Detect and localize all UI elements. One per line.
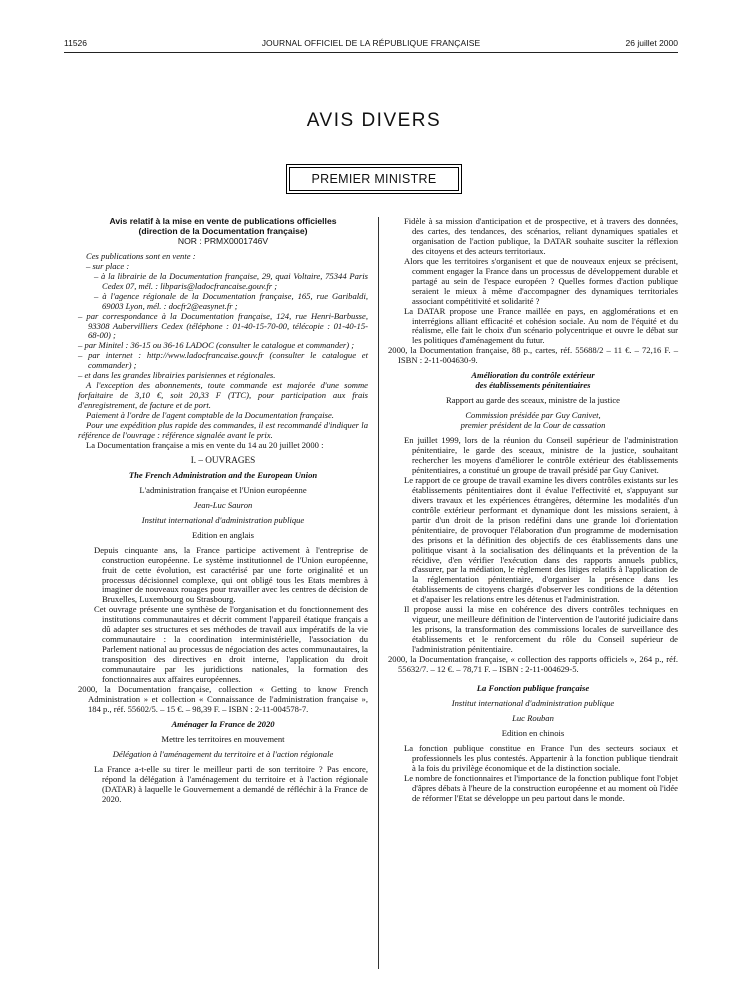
paragraph: La DATAR propose une France maillée en pays, en agglomérations et en interrégions alliant efficacité et cohésion sociale. Au nom de l'équité et du réalisme, elle fait le choix d'un scénario polycentrique et ouvre le débat sur les politiques d'aménagement du futur. xyxy=(404,305,678,346)
paragraph: Le rapport de ce groupe de travail examine les divers contrôles existants sur les établissements pénitentiaires dont il évalue l'effectivité et, s'appuyant sur divers travaux et les expériences étrangères, détermine les modalités d'un contrôle extérieur performant et dynamique dont les missions seraient, à partir d'un droit de la prison redéfini dans une grande loi d'orientation pénitentiaire, de provoquer l'élaboration d'un programme de modernisation des prisons et la définition des objectifs de ces établissements dans une politique visant à la socialisation des délinquants et la prévention de la récidive, d'en vérifier l'exécution dans des rapports annuels publics, d'assurer, par la médiation, le règlement des litiges relatifs à l'application de la réglementation pénitentiaire, d'organiser la présence dans les établissements de citoyens chargés d'observer les conditions de la détention et d'apaiser les relations entre les détenus et l'administration. xyxy=(404,474,678,605)
commission-chair: Commission présidée par Guy Canivet, xyxy=(465,410,601,421)
publication-reference: 2000, la Documentation française, collection « Getting to know French Administration » et collection « Connaissance de l'administration française », 184 p., réf. 55602/5. – 15 €. – 98,39 F. – ISBN : 2-11-004578-7. xyxy=(78,683,368,714)
paragraph: En juillet 1999, lors de la réunion du Conseil supérieur de l'administration pénitentiaire, le garde des sceaux, ministre de la justice, souhaitant rechercher les moyens d'améliorer le contrôle extérieur des établissements pénitentiaires, a constitué un groupe de travail présidé par Guy Canivet. xyxy=(404,435,678,475)
publication-subtitle: L'administration française et l'Union européenne xyxy=(139,484,307,495)
list-item: – à la librairie de la Documentation française, 29, quai Voltaire, 75344 Paris Cedex 07, mél. : libparis@ladocfrancaise.gouv.fr ; xyxy=(94,270,368,291)
paragraph: Alors que les territoires s'organisent et que de nouveaux enjeux se précisent, comment engager la France dans un processus de développement durable et partagé au sein de l'espace européen ? Quelles formes d'action publique seraient le mieux à même d'accompagner des dynamiques territoriales associant compétitivité et solidarité ? xyxy=(404,255,678,306)
paragraph: La Documentation française a mis en vente du 14 au 20 juillet 2000 : xyxy=(86,439,324,450)
list-item: – à l'agence régionale de la Documentation française, 165, rue Garibaldi, 69003 Lyon, mél. : docfr2@easynet.fr ; xyxy=(94,290,368,311)
publication-subtitle: Rapport au garde des sceaux, ministre de la justice xyxy=(446,395,620,406)
paragraph: A l'exception des abonnements, toute commande est majorée d'une somme forfaitaire de 3,10 €, soit 20,33 F (TTC), pour participation aux frais d'enregistrement, de facture et de port. xyxy=(78,380,368,411)
paragraph: Paiement à l'ordre de l'agent comptable de la Documentation française. xyxy=(86,410,334,421)
notice-title-line-2: (direction de la Documentation française) xyxy=(138,225,308,236)
ministry-box: PREMIER MINISTRE xyxy=(289,167,459,191)
paragraph: Depuis cinquante ans, la France participe activement à l'entreprise de construction européenne. Le système institutionnel de l'Union européenne, fruit de cette évolution, est caractérisé par une forte originalité et un processus décisionnel complexe, qui ont obligé tous les Etats membres à imaginer de nouveaux rouages pour travailler avec les centres de décision de Bruxelles, Luxembourg ou Strasbourg. xyxy=(94,544,368,605)
publication-title: Amélioration du contrôle extérieur xyxy=(471,370,595,381)
issue-date: 26 juillet 2000 xyxy=(625,38,678,48)
paragraph: La fonction publique constitue en France l'un des secteurs sociaux et professionnels les plus contestés. Appartenir à la fonction publique tiendrait à la fois du privilège économique et de la distinction sociale. xyxy=(404,742,678,773)
paragraph: Pour une expédition plus rapide des commandes, il est recommandé d'indiquer la référence de l'ouvrage : référence signalée avant le prix. xyxy=(78,420,368,441)
publication-institution: Institut international d'administration publique xyxy=(141,514,305,525)
section-heading: I. – OUVRAGES xyxy=(190,454,256,465)
header-rule xyxy=(64,52,678,53)
page-title: AVIS DIVERS xyxy=(306,110,442,131)
publication-title-line-2: des établissements pénitentiaires xyxy=(475,380,591,391)
right-column xyxy=(388,217,678,803)
paragraph: La France a-t-elle su tirer le meilleur parti de son territoire ? Pas encore, répond la délégation à l'aménagement du territoire et à l'action régionale (DATAR) à laquelle le Gouvernement a demandé de réfléchir à la France de 2020. xyxy=(94,763,368,804)
paragraph: Le nombre de fonctionnaires et l'importance de la fonction publique font l'objet d'âpres débats à l'heure de la construction européenne et au moment où l'idée de réformer l'Etat se développe un peu partout dans le monde. xyxy=(404,772,678,803)
list-item: – par Minitel : 36-15 ou 36-16 LADOC (consulter le catalogue et commander) ; xyxy=(78,340,355,351)
publication-title: The French Administration and the European Union xyxy=(128,469,318,480)
left-column xyxy=(78,217,368,805)
nor-reference: NOR : PRMX0001746V xyxy=(177,235,269,246)
list-item: – sur place : xyxy=(86,260,130,271)
list-item: – par internet : http://www.ladocfrancaise.gouv.fr (consulter le catalogue et commander) ; xyxy=(78,350,368,371)
notice-title: Avis relatif à la mise en vente de publications officielles xyxy=(109,216,337,226)
publication-subtitle: Mettre les territoires en mouvement xyxy=(161,733,285,744)
paragraph: Il propose aussi la mise en cohérence des divers contrôles techniques en vigueur, une meilleure définition de l'intervention de l'autorité judiciaire dans les prisons, la transformation des commissions locales de surveillance des établissements et le renforcement du rôle du Conseil supérieur de l'administration pénitentiaire. xyxy=(404,604,678,655)
publication-title: Aménager la France de 2020 xyxy=(171,718,275,729)
list-item: – et dans les grandes librairies parisiennes et régionales. xyxy=(78,370,276,381)
page-number: 11526 xyxy=(64,38,88,48)
publication-reference: 2000, la Documentation française, 88 p., cartes, réf. 55688/2 – 11 €. – 72,16 F. – ISBN : 2-11-004630-9. xyxy=(388,345,678,366)
publication-author: Jean-Luc Sauron xyxy=(193,499,253,510)
list-item: – par correspondance à la Documentation française, 124, rue Henri-Barbusse, 93308 Aubervilliers Cedex (téléphone : 01-40-15-70-00, télécopie : 01-40-15-68-00) ; xyxy=(78,310,368,341)
publication-author: Luc Rouban xyxy=(512,712,554,723)
publication-edition: Edition en anglais xyxy=(191,529,255,540)
column-separator xyxy=(378,217,379,969)
paragraph: Fidèle à sa mission d'anticipation et de prospective, et à travers des données, des cartes, des tendances, des scénarios, reliant dynamiques spatiales et organisation de l'action publique, la DATAR souhaite susciter la réflexion des citoyens et des acteurs territoriaux. xyxy=(404,216,678,256)
paragraph: Ces publications sont en vente : xyxy=(86,250,196,261)
publication-title: La Fonction publique française xyxy=(476,682,590,693)
paragraph: Cet ouvrage présente une synthèse de l'organisation et du fonctionnement des institutions communautaires et décrit comment l'appareil étatique français a dû adapter ses structures et ses méthodes de travail aux impératifs de la vie communautaire : la coordination interministérielle, l'association du Parlement national au processus de négociation des actes communautaires, la transposition des directives en droit interne, l'application du droit communautaire par les juridictions nationales, la formation des fonctionnaires aux affaires européennes. xyxy=(94,604,368,685)
publication-institution: Institut international d'administration publique xyxy=(451,697,615,708)
commission-chair-line-2: premier président de la Cour de cassation xyxy=(460,420,606,431)
journal-title: JOURNAL OFFICIEL DE LA RÉPUBLIQUE FRANÇAISE xyxy=(261,38,481,48)
publication-institution: Délégation à l'aménagement du territoire et à l'action régionale xyxy=(112,748,334,759)
publication-reference: 2000, la Documentation française, « collection des rapports officiels », 264 p., réf. 55632/7. – 12 €. – 78,71 F. – ISBN : 2-11-004629-5. xyxy=(388,654,678,674)
publication-edition: Edition en chinois xyxy=(501,727,565,738)
